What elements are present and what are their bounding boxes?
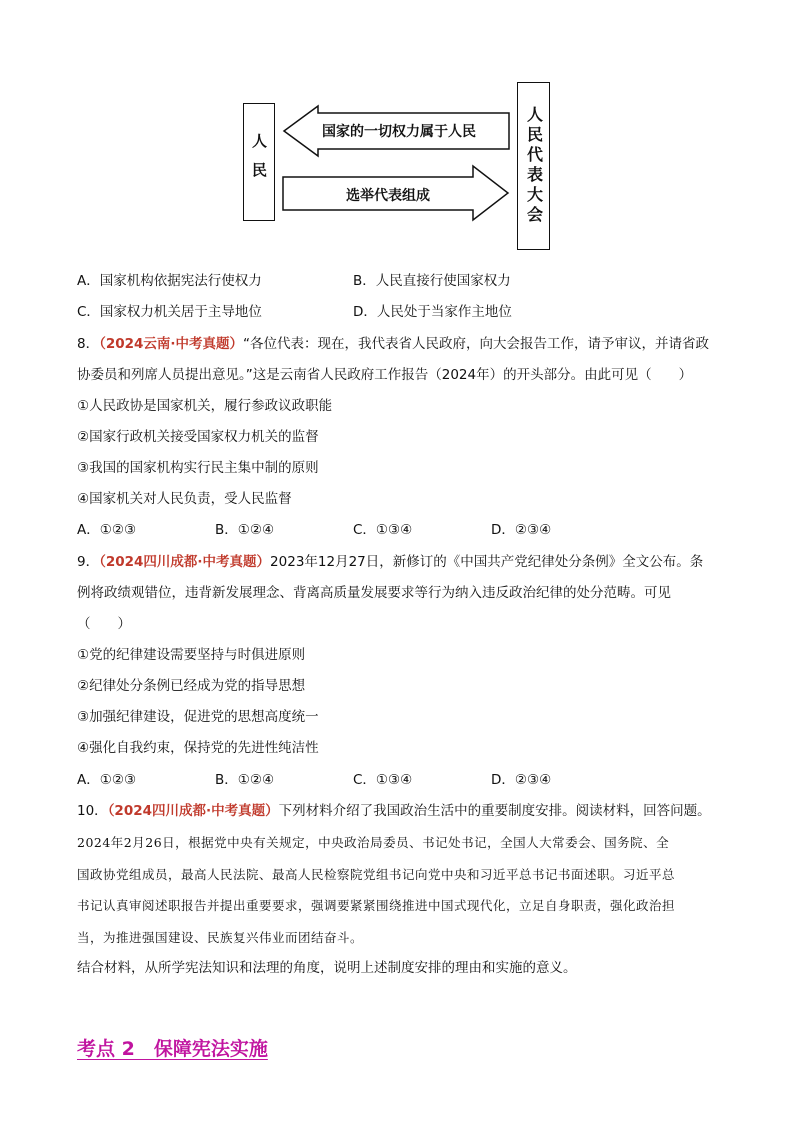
q9-stem-line2: 例将政绩观错位，违背新发展理念、背离高质量发展要求等行为纳入违反政治纪律的处分范畴。可见 bbox=[77, 585, 671, 601]
arrow-left-label: 国家的一切权力属于人民 bbox=[322, 124, 476, 140]
q8-item-3: ③我国的国家机构实行民主集中制的原则 bbox=[77, 460, 319, 476]
q9-option-d: D．②③④ bbox=[491, 772, 552, 788]
arrow-right-label: 选举代表组成 bbox=[346, 188, 430, 204]
q7-option-a: A．国家机构依据宪法行使权力 bbox=[77, 273, 262, 289]
q10-question: 结合材料，从所学宪法知识和法理的角度，说明上述制度安排的理由和实施的意义。 bbox=[77, 960, 577, 976]
q9-stem-line1 bbox=[77, 552, 703, 572]
q10-source: （2024四川成都·中考真题） bbox=[107, 803, 279, 819]
q9-option-b: B．①②④ bbox=[215, 772, 275, 788]
q9-number: 9． bbox=[77, 554, 100, 570]
q7-option-d: D．人民处于当家作主地位 bbox=[353, 304, 512, 320]
people-box-label: 人民 bbox=[250, 133, 268, 191]
q8-source: （2024云南·中考真题） bbox=[99, 336, 244, 352]
section-heading: 考点 2 保障宪法实施 bbox=[77, 1038, 268, 1060]
q8-option-d: D．②③④ bbox=[491, 522, 552, 538]
q9-item-3: ③加强纪律建设，促进党的思想高度统一 bbox=[77, 709, 319, 725]
q9-stem-line3: （ ） bbox=[77, 616, 131, 632]
q8-item-1: ①人民政协是国家机关，履行参政议政职能 bbox=[77, 398, 333, 414]
q8-item-4: ④国家机关对人民负责，受人民监督 bbox=[77, 491, 292, 507]
q10-material-line4: 当，为推进强国建设、民族复兴伟业而团结奋斗。 bbox=[77, 930, 364, 945]
npc-box-label: 人民代表大会 bbox=[524, 106, 544, 226]
q9-option-c: C．①③④ bbox=[353, 772, 413, 788]
q7-option-c: C．国家权力机关居于主导地位 bbox=[77, 304, 262, 320]
q8-option-b: B．①②④ bbox=[215, 522, 275, 538]
q10-material-line1: 2024年2月26日，根据党中央有关规定，中央政治局委员、书记处书记，全国人大常委会、国务院、全 bbox=[77, 835, 670, 850]
q10-intro: 下列材料介绍了我国政治生活中的重要制度安排。阅读材料，回答问题。 bbox=[278, 803, 711, 819]
q8-option-a: A．①②③ bbox=[77, 522, 137, 538]
q9-item-1: ①党的纪律建设需要坚持与时俱进原则 bbox=[77, 647, 306, 663]
q9-item-2: ②纪律处分条例已经成为党的指导思想 bbox=[77, 678, 306, 694]
q8-stem-line2: 协委员和列席人员提出意见。”这是云南省人民政府工作报告（2024年）的开头部分。由此可见（ ） bbox=[77, 367, 693, 383]
q8-number: 8． bbox=[77, 336, 100, 352]
q10-material-line3: 书记认真审阅述职报告并提出重要要求，强调要紧紧围绕推进中国式现代化，立足自身职责，强化政治担 bbox=[77, 898, 676, 913]
q8-option-c: C．①③④ bbox=[353, 522, 413, 538]
q10-stem bbox=[77, 801, 711, 821]
q9-option-a: A．①②③ bbox=[77, 772, 137, 788]
q8-text-1: “各位代表：现在，我代表省人民政府，向大会报告工作，请予审议，并请省政 bbox=[243, 336, 710, 352]
q8-item-2: ②国家行政机关接受国家权力机关的监督 bbox=[77, 429, 319, 445]
q10-number: 10． bbox=[77, 803, 108, 819]
q9-text-1: 2023年12月27日，新修订的《中国共产党纪律处分条例》全文公布。条 bbox=[270, 554, 704, 570]
q7-option-b: B．人民直接行使国家权力 bbox=[353, 273, 511, 289]
q9-item-4: ④强化自我约束，保持党的先进性纯洁性 bbox=[77, 740, 319, 756]
q10-material-line2: 国政协党组成员，最高人民法院、最高人民检察院党组书记向党中央和习近平总书记书面述职。习近平总 bbox=[77, 867, 676, 882]
q9-source: （2024四川成都·中考真题） bbox=[99, 554, 271, 570]
q8-stem-line1 bbox=[77, 334, 709, 354]
